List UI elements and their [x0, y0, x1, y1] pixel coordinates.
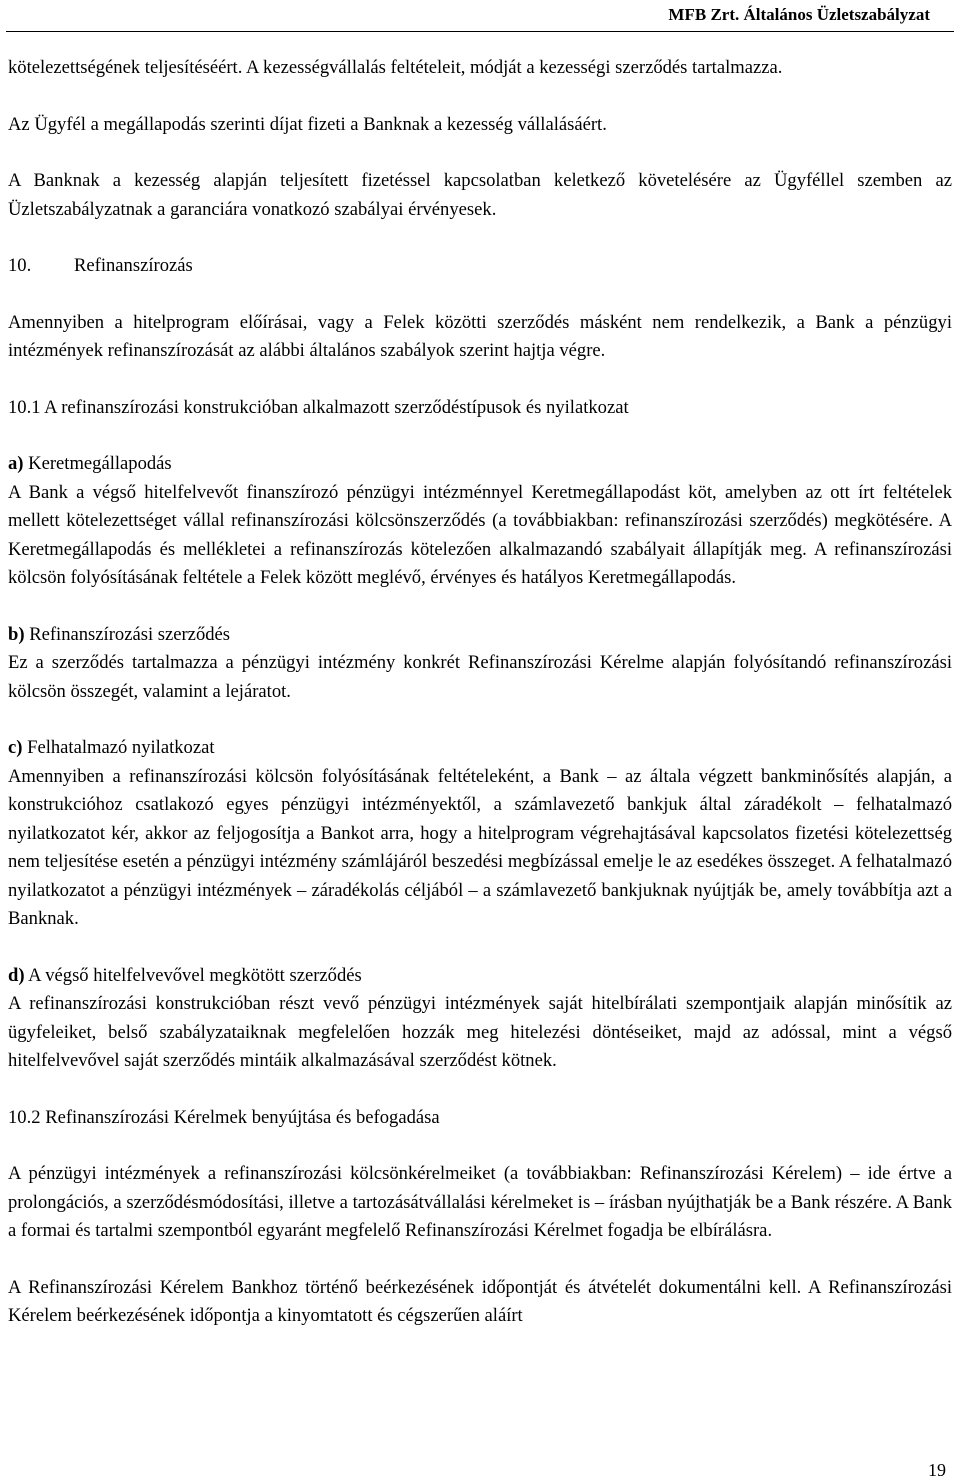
header-title: MFB Zrt. Általános Üzletszabályzat	[668, 5, 930, 24]
section-10-title: Refinanszírozás	[74, 255, 193, 276]
subsection-b-text: Ez a szerződés tartalmazza a pénzügyi intézmény konkrét Refinanszírozási Kérelme alapján folyósítandó refinanszírozási kölcsön összegét, valamint a lejáratot.	[8, 652, 952, 702]
subsection-a-title	[8, 450, 952, 479]
subsection-c-title	[8, 734, 952, 763]
paragraph-guarantee-claims: A Banknak a kezesség alapján teljesített fizetéssel kapcsolatban keletkező követelésére az Ügyféllel szemben az Üzletszabályzatnak a garanciára vonatkozó szabályai érvényesek.	[8, 170, 952, 220]
subsection-d	[8, 962, 952, 1076]
section-10-intro: Amennyiben a hitelprogram előírásai, vagy a Felek közötti szerződés másként nem rendelkezik, a Bank a pénzügyi intézmények refinanszírozását az alábbi általános szabályok szerint hajtja végre.	[8, 311, 952, 361]
subsection-d-label: d)	[8, 964, 25, 986]
subsection-b-label: b)	[8, 623, 25, 645]
subsection-a-label: a)	[8, 453, 24, 474]
subsection-a-text: A Bank a végső hitelfelvevőt finanszírozó pénzügyi intézménnyel Keretmegállapodást köt, amelyben az ott írt feltételek mellett kötelezettséget vállal refinanszírozási kölcsönszerződés (a továbbiakban: refinanszírozási szerződés) megkötésére. A Keretmegállapodás és mellékletei a refinanszírozás kötelezően alkalmazandó szabályait állapítják meg. A refinanszírozási kölcsön folyósításának feltétele a Felek között meglévő, érvényes és hatályos Keretmegállapodás.	[8, 481, 952, 588]
subsection-a	[8, 450, 952, 593]
section-10-2-paragraph-2: A Refinanszírozási Kérelem Bankhoz történő beérkezésének időpontját és átvételét dokumentálni kell. A Refinanszírozási Kérelem beérkezésének időpontja a kinyomtatott és cégszerűen aláírt	[8, 1276, 952, 1326]
subsection-c-label: c)	[8, 737, 23, 758]
section-10-heading	[8, 252, 952, 281]
subsection-b-title-text: Refinanszírozási szerződés	[24, 623, 231, 645]
document-body	[8, 54, 952, 1358]
section-10-2-paragraph-1: A pénzügyi intézmények a refinanszírozási kölcsönkérelmeiket (a továbbiakban: Refinanszírozási Kérelem) – ide értve a prolongációs, a szerződésmódosítási, illetve a tartozásátvállalási kérelmeket is – írásban nyújthatják be a Bank részére. A Bank a formai és tartalmi szempontból egyaránt megfelelő Refinanszírozási Kérelmet fogadja be elbírálásra.	[8, 1163, 952, 1241]
subsection-b	[8, 621, 952, 707]
subsection-d-text: A refinanszírozási konstrukcióban részt vevő pénzügyi intézmények saját hitelbírálati szempontjaik alapján minősítik az ügyfeleiket, belső szabályzataiknak megfelelően hozzák meg hitelezési döntéseiket, majd az adóssal, mint a végső hitelfelvevővel saját szerződés mintáik alkalmazásával szerződést kötnek.	[8, 993, 952, 1071]
subsection-d-title-text: A végső hitelfelvevővel megkötött szerződés	[24, 964, 362, 986]
subsection-a-title-text: Keretmegállapodás	[23, 453, 172, 474]
page-header	[0, 0, 960, 36]
subsection-c	[8, 734, 952, 934]
subsection-c-text: Amennyiben a refinanszírozási kölcsön folyósításának feltételeként, a Bank – az általa végzett bankminősítés alapján, a konstrukcióhoz csatlakozó egyes pénzügyi intézményektől, a számlavezető bankjuk által záradékolt – felhatalmazó nyilatkozatot kér, akkor az feljogosítja a Bankot arra, hogy a hitelprogram végrehajtásával kapcsolatos fizetési kötelezettség nem teljesítése esetén a pénzügyi intézmény számlájáról beszedési megbízással emelje le az esedékes összeget. A felhatalmazó nyilatkozatot a pénzügyi intézmények – záradékolás céljából – a számlavezető bankjuknak nyújtják be, amely továbbítja azt a Banknak.	[8, 765, 952, 929]
section-10-1-heading: 10.1 A refinanszírozási konstrukcióban alkalmazott szerződéstípusok és nyilatkozat	[8, 396, 629, 418]
subsection-b-title	[8, 621, 952, 650]
paragraph-client-fee: Az Ügyfél a megállapodás szerinti díjat fizeti a Banknak a kezesség vállalásáért.	[8, 113, 607, 135]
header-rule	[6, 31, 954, 32]
subsection-d-title	[8, 962, 952, 991]
section-10-number: 10.	[8, 255, 32, 276]
paragraph-guarantee-obligation: kötelezettségének teljesítéséért. A kezességvállalás feltételeit, módját a kezességi szerződés tartalmazza.	[8, 57, 783, 78]
subsection-c-title-text: Felhatalmazó nyilatkozat	[22, 737, 215, 758]
page-number: 19	[928, 1460, 946, 1480]
section-10-2-heading: 10.2 Refinanszírozási Kérelmek benyújtása és befogadása	[8, 1106, 440, 1128]
